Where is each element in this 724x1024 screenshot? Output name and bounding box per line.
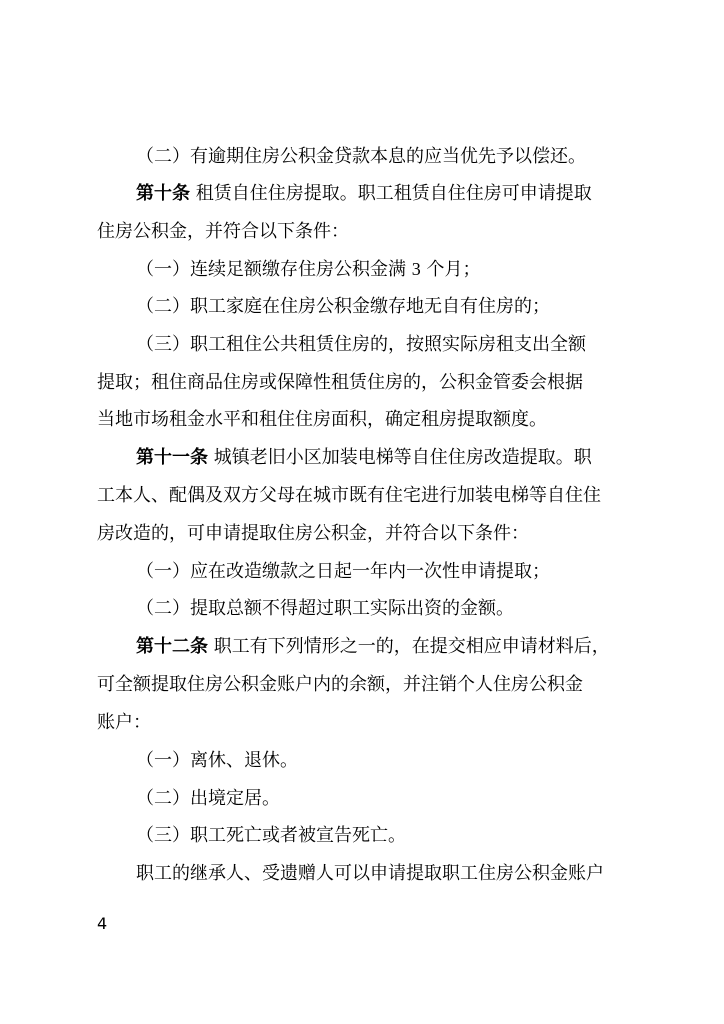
text: 提取；租住商品住房或保障性租赁住房的，公积金管委会根据 [97, 372, 583, 393]
paragraph-line [136, 561, 550, 583]
paragraph-line [136, 863, 604, 885]
text: 租赁自住住房提取。职工租赁自住住房可申请提取 [195, 183, 592, 204]
paragraph-line [136, 788, 280, 810]
paragraph-line [136, 296, 550, 318]
paragraph-line [136, 750, 298, 772]
text: 工本人、配偶及双方父母在城市既有住宅进行加装电梯等自住住 [97, 485, 601, 506]
text: 职工有下列情形之一的，在提交相应申请材料后， [213, 636, 610, 657]
text: （一）连续足额缴存住房公积金满 [136, 259, 406, 280]
text: （一）应在改造缴款之日起一年内一次性申请提取； [136, 561, 550, 582]
text: 当地市场租金水平和租住住房面积，确定租房提取额度。 [97, 409, 547, 430]
text: 账户： [97, 712, 151, 733]
text: 城镇老旧小区加装电梯等自住住房改造提取。职 [213, 447, 592, 468]
paragraph-line [97, 372, 583, 394]
paragraph-line [136, 825, 406, 847]
paragraph-line [97, 674, 583, 696]
text: 住房公积金，并符合以下条件： [97, 221, 349, 242]
text: （三）职工死亡或者被宣告死亡。 [136, 825, 406, 846]
text: （二）提取总额不得超过职工实际出资的金额。 [136, 598, 514, 619]
paragraph-line [136, 258, 480, 281]
text: 个月； [426, 259, 481, 280]
text: （一）离休、退休。 [136, 750, 298, 771]
article-11-title: 第十一条 [136, 447, 208, 468]
paragraph-line [136, 146, 586, 168]
paragraph-line [136, 598, 514, 620]
paragraph-line [97, 523, 529, 545]
article-12-title: 第十二条 [136, 636, 208, 657]
paragraph-line [97, 221, 349, 243]
paragraph-line [97, 409, 547, 431]
text: （二）有逾期住房公积金贷款本息的应当优先予以偿还。 [136, 146, 586, 167]
paragraph-line [136, 334, 586, 356]
article-10-title: 第十条 [136, 183, 190, 204]
months-number: 3 [411, 259, 421, 279]
paragraph-line [97, 712, 151, 734]
text: 可全额提取住房公积金账户内的余额，并注销个人住房公积金 [97, 674, 583, 695]
text: （三）职工租住公共租赁住房的，按照实际房租支出全额 [136, 334, 586, 355]
text: 房改造的，可申请提取住房公积金，并符合以下条件： [97, 523, 529, 544]
paragraph-line [97, 485, 601, 507]
text: （二）职工家庭在住房公积金缴存地无自有住房的； [136, 296, 550, 317]
article-10-heading-line [136, 183, 592, 205]
page-number: 4 [97, 914, 108, 933]
article-11-heading-line [136, 447, 592, 469]
article-12-heading-line [136, 636, 610, 658]
text: 职工的继承人、受遗赠人可以申请提取职工住房公积金账户 [136, 863, 604, 884]
text: （二）出境定居。 [136, 788, 280, 809]
